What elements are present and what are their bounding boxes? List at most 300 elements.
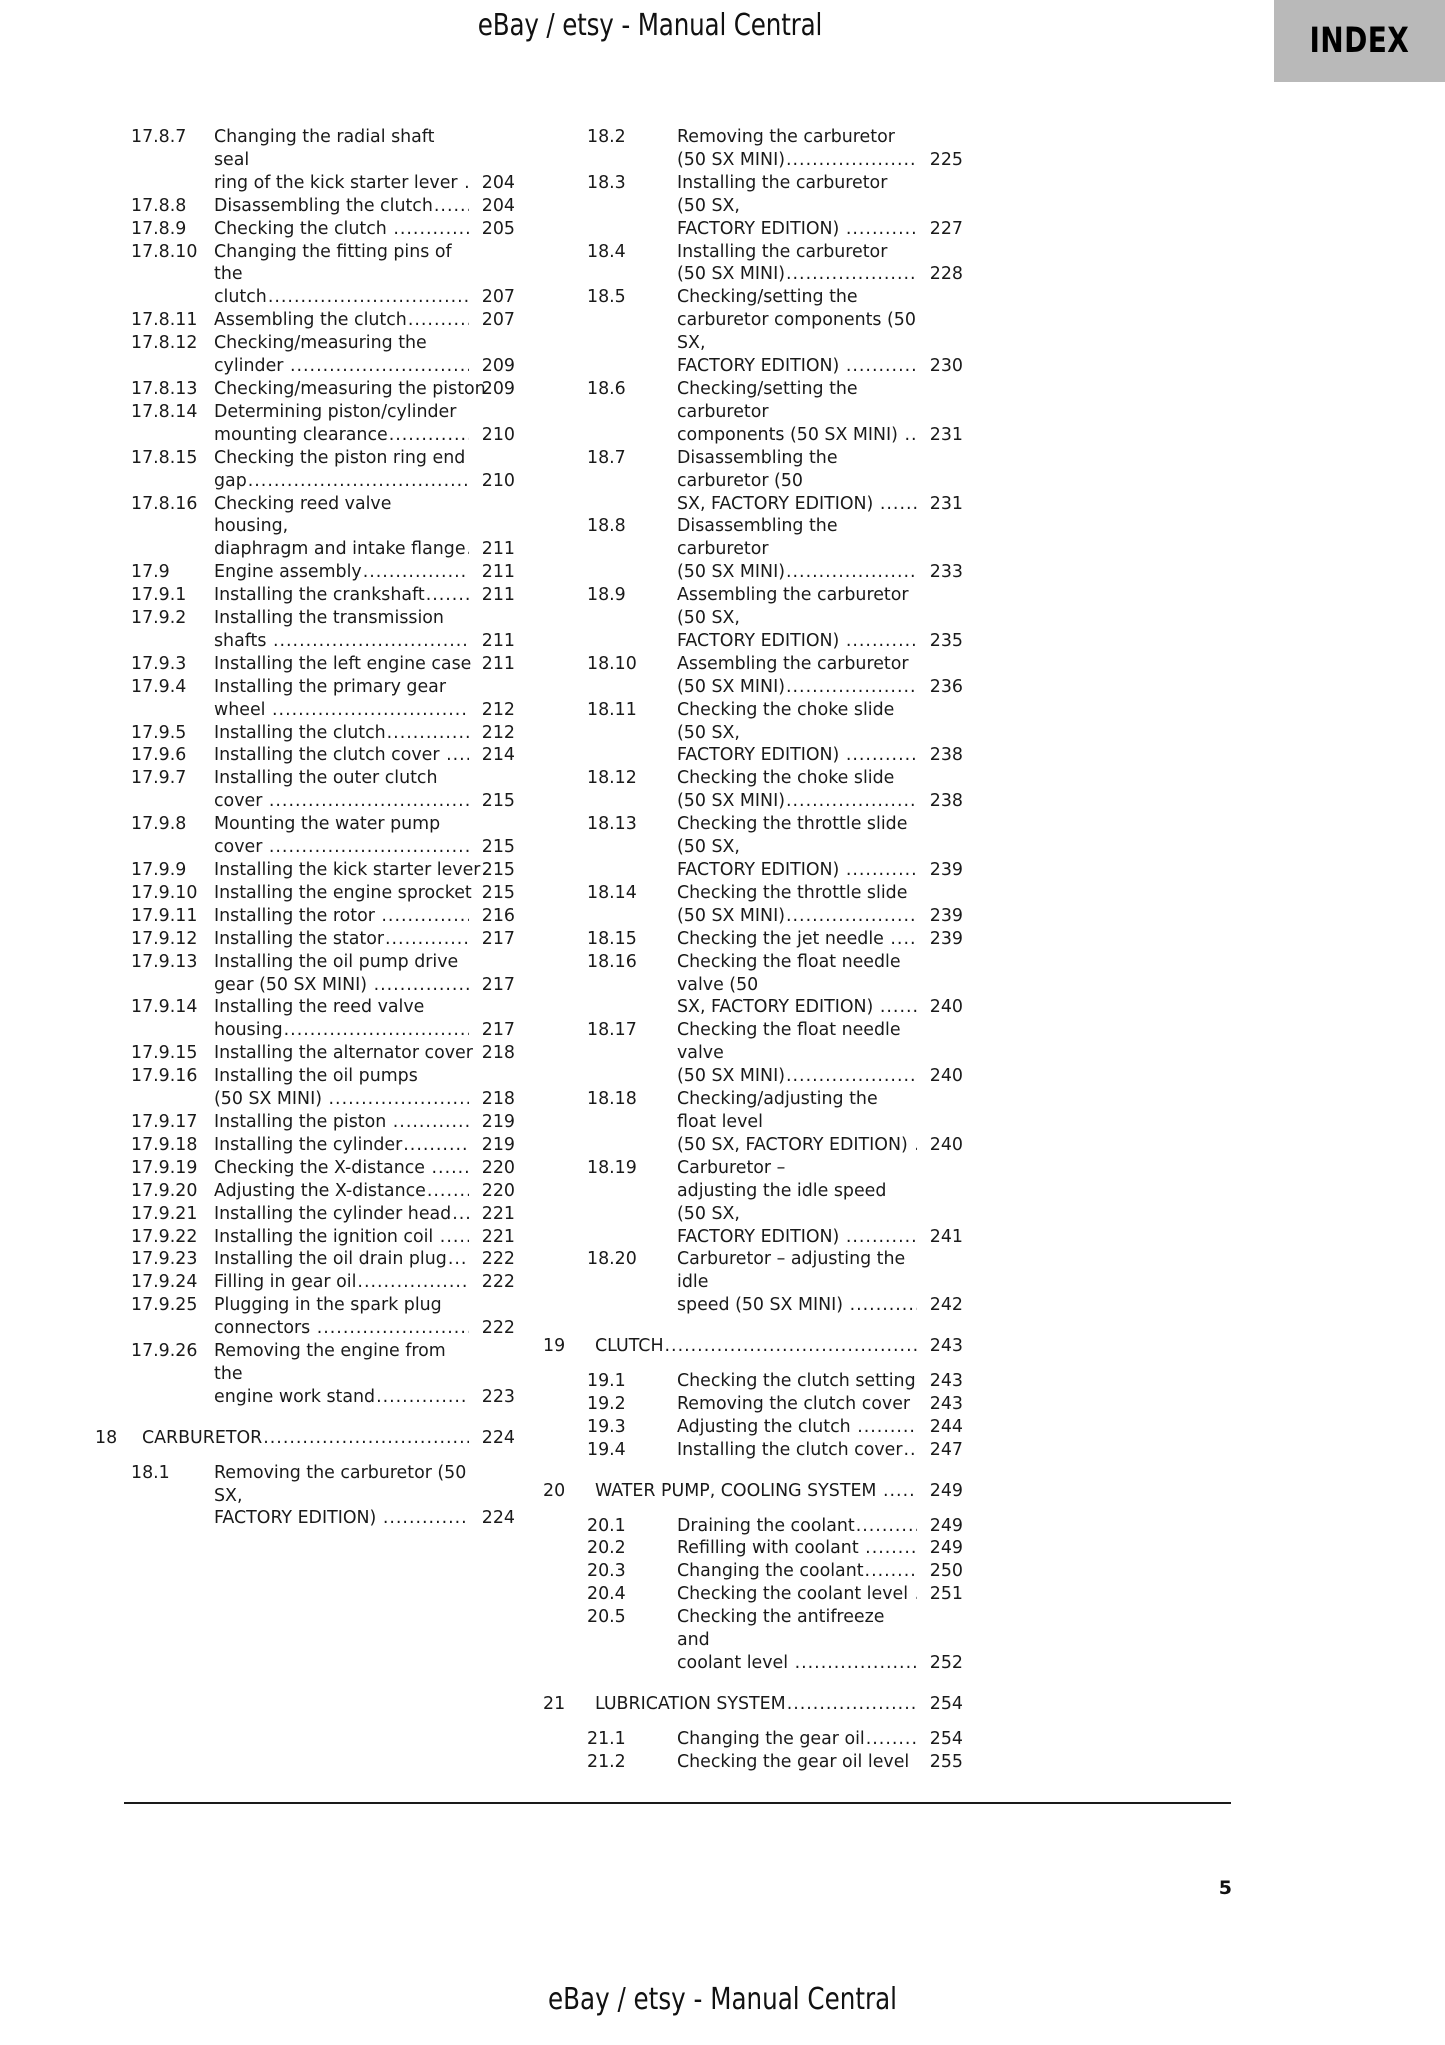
toc-entry[interactable]: [543, 951, 963, 1020]
toc-entry-title-text: Installing the cylinder: [214, 1134, 403, 1155]
toc-entry[interactable]: [95, 241, 515, 310]
toc-entry[interactable]: [543, 1335, 963, 1358]
toc-entry[interactable]: [543, 1480, 963, 1503]
toc-leader-dots: [426, 584, 469, 607]
toc-entry-title: [677, 1157, 917, 1249]
toc-entry-title-line: [677, 1294, 917, 1317]
toc-entry-page: 239: [929, 860, 963, 880]
toc-entry-title: [677, 378, 917, 447]
toc-entry-page: 239: [929, 928, 963, 949]
toc-entry[interactable]: [543, 172, 963, 241]
toc-entry-title-line: Checking/setting the: [677, 287, 858, 308]
toc-leader-dots: [786, 1065, 917, 1088]
toc-entry-number: 17.8.8: [131, 195, 187, 216]
toc-entry[interactable]: [543, 378, 963, 447]
toc-entry-title-line: [214, 928, 469, 951]
toc-entry[interactable]: [543, 241, 963, 287]
toc-entry-title-line: Carburetor –: [677, 1157, 786, 1178]
toc-leader-dots: [846, 630, 917, 653]
toc-entry-page: 250: [929, 1561, 963, 1582]
toc-entry-number: 19.3: [587, 1416, 626, 1437]
toc-entry-number: 18: [95, 1427, 118, 1448]
toc-entry[interactable]: [543, 1248, 963, 1317]
toc-entry-title-text: Changing the gear oil: [677, 1728, 865, 1749]
toc-entry-page: 249: [929, 1538, 963, 1559]
toc-entry-title-line: Installing the oil pumps: [214, 1066, 418, 1087]
toc-entry-title: [214, 1180, 469, 1203]
toc-entry[interactable]: [95, 813, 515, 859]
toc-leader-dots: [403, 1134, 469, 1157]
toc-entry-page: 217: [481, 928, 515, 949]
toc-entry[interactable]: [543, 1560, 963, 1583]
toc-entry-number: 17.8.11: [131, 310, 198, 331]
toc-entry-title-line: [214, 790, 469, 813]
toc-entry[interactable]: [543, 1751, 963, 1774]
toc-entry[interactable]: [95, 1271, 515, 1294]
toc-leader-dots: [393, 1111, 469, 1134]
toc-entry-title-text: Installing the clutch cover: [677, 1439, 903, 1460]
toc-entry-title-line: [214, 1019, 469, 1042]
toc-entry[interactable]: [543, 1019, 963, 1088]
toc-entry-title: [214, 218, 469, 241]
toc-leader-dots: [786, 790, 917, 813]
toc-entry-title: [214, 607, 469, 653]
toc-entry-title-line: [677, 424, 917, 447]
toc-entry-title: [214, 859, 486, 882]
toc-entry[interactable]: [95, 928, 515, 951]
toc-entry-title-line: [677, 1652, 917, 1675]
toc-entry-title-line: Assembling the carburetor: [677, 653, 909, 674]
toc-entry[interactable]: [95, 1180, 515, 1203]
toc-entry[interactable]: [95, 493, 515, 562]
toc-entry[interactable]: [95, 1462, 515, 1531]
toc-entry-title: [214, 996, 469, 1042]
toc-entry[interactable]: [95, 1427, 515, 1450]
toc-entry-title-line: [677, 1226, 917, 1249]
toc-leader-dots: [857, 1416, 917, 1439]
toc-entry-title-text: (50 SX MINI): [677, 676, 785, 697]
toc-entry-title-line: [214, 1180, 469, 1203]
toc-entry[interactable]: [543, 813, 963, 882]
toc-entry[interactable]: [543, 1157, 963, 1249]
toc-entry-title: [677, 699, 917, 768]
toc-entry[interactable]: [543, 447, 963, 516]
toc-entry-title-line: [677, 149, 917, 172]
toc-entry-title-line: Checking the throttle slide: [677, 882, 908, 903]
toc-entry[interactable]: [95, 1134, 515, 1157]
toc-entry-title-line: [595, 1693, 917, 1716]
toc-entry-page: 249: [929, 1480, 963, 1501]
toc-entry-page: 217: [481, 1020, 515, 1041]
toc-entry-title: [214, 722, 469, 745]
toc-entry-title-text: ring of the kick starter lever: [214, 172, 464, 193]
toc-entry-page: 211: [481, 653, 515, 674]
toc-entry-title-text: housing: [214, 1020, 283, 1041]
toc-entry-title-text: FACTORY EDITION): [677, 745, 845, 766]
toc-entry[interactable]: [543, 928, 963, 951]
toc-entry[interactable]: [543, 1728, 963, 1751]
toc-entry-number: 19: [543, 1336, 566, 1357]
toc-entry-page: 243: [929, 1336, 963, 1357]
toc-leader-dots: [385, 928, 469, 951]
toc-entry-page: 243: [929, 1371, 963, 1392]
toc-entry-title-line: [142, 1427, 469, 1450]
toc-entry-title-line: [214, 424, 469, 447]
footer-rule: [124, 1802, 1231, 1804]
toc-entry-page: 222: [481, 1318, 515, 1339]
toc-entry-page: 211: [481, 562, 515, 583]
toc-entry-title-line: [677, 561, 917, 584]
toc-entry-title-line: [214, 1203, 469, 1226]
toc-entry[interactable]: [543, 653, 963, 699]
toc-entry-title-text: cover: [214, 791, 268, 812]
toc-entry-number: 17.9.24: [131, 1272, 198, 1293]
toc-entry-title-line: [595, 1335, 917, 1358]
toc-entry[interactable]: [95, 1203, 515, 1226]
toc-entry[interactable]: [95, 1157, 515, 1180]
toc-entry-page: 238: [929, 791, 963, 812]
toc-entry-title-line: Checking/setting the carburetor: [677, 378, 858, 422]
toc-entry[interactable]: [95, 744, 515, 767]
toc-entry-title-line: [595, 1480, 917, 1503]
toc-leader-dots: [890, 928, 917, 951]
watermark-top: eBay / etsy - Manual Central: [477, 8, 823, 43]
toc-column-right: [543, 126, 963, 1774]
toc-entry-title: [214, 493, 469, 562]
toc-leader-dots: [846, 355, 917, 378]
toc-entry[interactable]: [95, 561, 515, 584]
toc-entry-title-line: Checking/adjusting the float level: [677, 1089, 878, 1132]
toc-entry[interactable]: [95, 996, 515, 1042]
toc-entry-title-line: Removing the carburetor (50 SX,: [214, 1462, 467, 1506]
toc-entry-title-text: (50 SX MINI): [677, 791, 785, 812]
toc-entry-title-line: [677, 1583, 917, 1606]
toc-entry-title-text: Filling in gear oil: [214, 1272, 357, 1293]
toc-entry-title: [214, 1271, 469, 1294]
toc-entry-page: 209: [481, 378, 515, 399]
toc-entry[interactable]: [543, 1393, 963, 1416]
toc-entry[interactable]: [95, 905, 515, 928]
toc-entry-title: [214, 1157, 469, 1180]
toc-entry-number: 17.9.12: [131, 928, 198, 949]
toc-leader-dots: [432, 1157, 469, 1180]
toc-entry-title: [677, 1583, 917, 1606]
toc-entry[interactable]: [95, 1065, 515, 1111]
toc-entry[interactable]: [543, 1439, 963, 1462]
toc-entry-number: 18.2: [587, 127, 626, 147]
toc-entry[interactable]: [543, 286, 963, 378]
toc-entry-title-line: [677, 1439, 917, 1462]
toc-entry-title-line: [677, 905, 917, 928]
toc-entry[interactable]: [543, 1515, 963, 1538]
toc-entry-number: 18.18: [587, 1089, 637, 1110]
toc-entry-title-line: [214, 722, 469, 745]
toc-entry-title-text: Checking the clutch: [214, 218, 393, 239]
toc-entry-number: 17.9.7: [131, 768, 187, 789]
toc-entry-number: 17.8.13: [131, 378, 198, 399]
toc-entry-number: 18.13: [587, 814, 637, 835]
toc-entry-title-text: clutch: [214, 287, 267, 308]
toc-entry[interactable]: [95, 722, 515, 745]
toc-entry-title: [214, 584, 469, 607]
toc-entry-number: 19.1: [587, 1371, 626, 1392]
toc-entry-title-text: Installing the oil drain plug: [214, 1249, 447, 1270]
toc-leader-dots: [381, 905, 469, 928]
toc-entry[interactable]: [95, 1294, 515, 1340]
toc-entry-title: [214, 332, 469, 378]
toc-leader-dots: [846, 1226, 917, 1249]
toc-entry-page: 215: [481, 791, 515, 812]
toc-leader-dots: [786, 263, 917, 286]
toc-entry-title-line: [677, 355, 917, 378]
toc-entry-title-line: [214, 378, 486, 401]
toc-entry[interactable]: [95, 1248, 515, 1271]
toc-leader-dots: [787, 1693, 917, 1716]
toc-entry-title-line: [677, 1728, 917, 1751]
toc-leader-dots: [440, 1226, 469, 1249]
toc-entry-title-line: [677, 493, 917, 516]
toc-entry-page: 207: [481, 287, 515, 308]
toc-entry-title-line: [214, 630, 469, 653]
toc-entry-title-text: speed (50 SX MINI): [677, 1295, 849, 1316]
toc-entry-title-line: [677, 1515, 917, 1538]
toc-entry-title: [677, 515, 917, 584]
toc-entry[interactable]: [543, 1583, 963, 1606]
toc-entry[interactable]: [95, 653, 515, 676]
toc-entry-title: [214, 928, 469, 951]
toc-entry-title: [595, 1480, 917, 1503]
toc-entry-number: 18.4: [587, 241, 626, 262]
toc-entry-number: 17.9.9: [131, 860, 187, 880]
toc-leader-dots: [263, 1427, 469, 1450]
toc-entry-title-line: [677, 1416, 917, 1439]
toc-entry-title-text: Removing the clutch cover: [677, 1393, 916, 1414]
toc-entry-number: 17.9: [131, 562, 170, 583]
toc-entry-title-line: [677, 790, 917, 813]
toc-entry[interactable]: [543, 126, 963, 172]
toc-entry-page: 212: [481, 722, 515, 743]
toc-columns: [0, 126, 1445, 1774]
toc-entry-title-text: SX, FACTORY EDITION): [677, 997, 879, 1018]
toc-entry-page: 244: [929, 1416, 963, 1437]
toc-entry[interactable]: [95, 607, 515, 653]
toc-entry-title-text: Refilling with coolant: [677, 1538, 865, 1559]
toc-entry-title-line: Checking/measuring the: [214, 333, 427, 354]
toc-entry[interactable]: [95, 767, 515, 813]
toc-entry[interactable]: [95, 447, 515, 493]
toc-leader-dots: [795, 1652, 917, 1675]
toc-entry[interactable]: [543, 1693, 963, 1716]
toc-leader-dots: [448, 1248, 469, 1271]
toc-entry-title-line: [214, 1317, 469, 1340]
toc-entry-page: 239: [929, 905, 963, 926]
toc-entry[interactable]: [95, 1340, 515, 1409]
toc-entry[interactable]: [95, 676, 515, 722]
toc-leader-dots: [376, 1386, 469, 1409]
toc-entry-title-line: [214, 1271, 469, 1294]
toc-entry[interactable]: [95, 126, 515, 195]
toc-entry-title-text: Adjusting the clutch: [677, 1416, 857, 1437]
toc-entry-title-line: [214, 1248, 469, 1271]
toc-entry-title-line: [214, 859, 486, 882]
toc-entry-title-line: [677, 1560, 917, 1583]
toc-entry-number: 17.9.11: [131, 905, 198, 926]
toc-entry-title-text: Installing the crankshaft: [214, 585, 425, 606]
toc-leader-dots: [846, 859, 917, 882]
toc-leader-dots: [786, 905, 917, 928]
toc-entry[interactable]: [543, 1606, 963, 1675]
toc-leader-dots: [880, 996, 917, 1019]
toc-leader-dots: [850, 1294, 917, 1317]
toc-entry-number: 18.14: [587, 882, 637, 903]
toc-entry-title-text: FACTORY EDITION): [677, 218, 845, 239]
toc-entry-title-line: [214, 538, 469, 561]
toc-entry-number: 17.8.15: [131, 447, 198, 468]
toc-entry-title-text: mounting clearance: [214, 424, 388, 445]
toc-entry[interactable]: [543, 515, 963, 584]
toc-entry-title: [214, 1134, 469, 1157]
toc-entry-page: 204: [481, 195, 515, 216]
toc-leader-dots: [408, 309, 469, 332]
toc-entry-title-text: coolant level: [677, 1653, 794, 1673]
toc-entry-title-text: (50 SX MINI): [214, 1089, 328, 1110]
toc-entry-title: [214, 561, 469, 584]
toc-entry-page: 215: [481, 882, 515, 903]
toc-entry[interactable]: [543, 767, 963, 813]
toc-entry-page: 242: [929, 1295, 963, 1316]
toc-entry[interactable]: [543, 699, 963, 768]
toc-entry-title-text: Checking the X-distance: [214, 1157, 431, 1178]
toc-entry-title-text: shafts: [214, 630, 272, 651]
toc-entry-page: 254: [929, 1693, 963, 1714]
toc-entry-number: 17.9.23: [131, 1249, 198, 1270]
toc-entry-title-line: [214, 653, 477, 676]
toc-entry-title: [677, 1515, 917, 1538]
toc-entry-title-text: (50 SX MINI): [677, 562, 785, 583]
toc-entry-page: 207: [481, 310, 515, 331]
toc-entry-title-line: [214, 974, 469, 997]
toc-entry-title: [214, 1111, 469, 1134]
toc-entry-page: 224: [481, 1508, 515, 1529]
toc-entry-title: [214, 905, 469, 928]
toc-entry-page: 220: [481, 1180, 515, 1201]
toc-entry[interactable]: [95, 1226, 515, 1249]
toc-entry-title-text: Installing the ignition coil: [214, 1226, 439, 1247]
toc-entry-number: 20.4: [587, 1584, 626, 1605]
toc-leader-dots: [865, 1560, 917, 1583]
toc-entry-title: [677, 653, 917, 699]
toc-entry-number: 18.1: [131, 1462, 170, 1483]
toc-entry-page: 209: [481, 356, 515, 377]
toc-entry[interactable]: [95, 309, 515, 332]
toc-entry[interactable]: [95, 882, 515, 905]
toc-entry-title: [677, 1728, 917, 1751]
toc-entry-title-line: Checking the choke slide: [677, 768, 895, 789]
toc-entry-number: 17.9.2: [131, 608, 187, 629]
toc-entry[interactable]: [543, 882, 963, 928]
toc-entry-title-text: Installing the stator: [214, 928, 384, 949]
toc-entry[interactable]: [543, 1370, 963, 1393]
toc-entry[interactable]: [95, 332, 515, 378]
toc-entry-page: 221: [481, 1203, 515, 1224]
toc-entry-title: [677, 1560, 917, 1583]
toc-entry-title-line: Carburetor – adjusting the idle: [677, 1249, 906, 1293]
toc-entry[interactable]: [95, 859, 515, 882]
toc-entry[interactable]: [95, 584, 515, 607]
toc-entry[interactable]: [543, 1088, 963, 1157]
page-header: [0, 0, 1445, 100]
toc-entry-title-line: [214, 355, 469, 378]
toc-entry-title-line: Determining piston/cylinder: [214, 401, 457, 422]
toc-entry-title-line: [677, 996, 917, 1019]
toc-leader-dots: [880, 493, 917, 516]
toc-entry-title-text: FACTORY EDITION): [677, 630, 845, 651]
toc-entry-number: 18.5: [587, 287, 626, 308]
toc-entry-page: 240: [929, 1134, 963, 1155]
toc-entry-number: 17.8.9: [131, 218, 187, 239]
toc-entry[interactable]: [95, 378, 515, 401]
toc-entry-number: 20.3: [587, 1561, 626, 1582]
toc-entry-title-text: FACTORY EDITION): [677, 860, 845, 880]
toc-entry-title-text: Installing the piston: [214, 1111, 392, 1132]
toc-entry-title: [677, 447, 917, 516]
toc-entry-title-line: Changing the fitting pins of the: [214, 241, 452, 285]
toc-entry[interactable]: [95, 195, 515, 218]
toc-entry-title: [677, 1370, 917, 1393]
toc-entry-title: [214, 309, 469, 332]
toc-leader-dots: [393, 218, 469, 241]
toc-entry[interactable]: [95, 218, 515, 241]
toc-entry-page: 224: [481, 1427, 515, 1448]
toc-entry[interactable]: [543, 1537, 963, 1560]
toc-entry-title-line: [214, 584, 469, 607]
toc-entry-number: 17.8.16: [131, 493, 198, 514]
toc-leader-dots: [357, 1271, 469, 1294]
page-folio: 5: [1218, 1877, 1232, 1899]
toc-entry-title-text: Installing the clutch: [214, 722, 386, 743]
toc-entry-title: [677, 882, 917, 928]
toc-entry-title: [677, 584, 917, 653]
toc-entry-title-line: [214, 836, 469, 859]
toc-entry-number: 17.9.16: [131, 1066, 198, 1087]
toc-entry[interactable]: [95, 1111, 515, 1134]
toc-entry-number: 17.9.5: [131, 722, 187, 743]
toc-entry-number: 17.9.10: [131, 882, 198, 903]
toc-entry[interactable]: [543, 584, 963, 653]
toc-entry[interactable]: [95, 1042, 515, 1065]
toc-entry-title-text: Disassembling the clutch: [214, 195, 433, 216]
toc-entry-number: 17.9.20: [131, 1180, 198, 1201]
toc-entry-title: [214, 676, 469, 722]
toc-entry-number: 18.6: [587, 378, 626, 399]
toc-entry-title-text: engine work stand: [214, 1386, 376, 1407]
toc-entry-number: 17.9.3: [131, 653, 187, 674]
toc-entry-title: [677, 1416, 917, 1439]
toc-entry[interactable]: [95, 401, 515, 447]
toc-leader-dots: [786, 676, 917, 699]
toc-entry-page: 231: [929, 493, 963, 514]
toc-entry-title-text: FACTORY EDITION): [214, 1508, 382, 1529]
toc-entry-title-text: Checking the clutch setting: [677, 1371, 916, 1392]
toc-entry-title: [677, 951, 917, 1020]
toc-entry-number: 17.9.1: [131, 585, 187, 606]
toc-entry[interactable]: [543, 1416, 963, 1439]
toc-entry-page: 255: [929, 1751, 963, 1772]
toc-entry-title-line: [214, 1134, 469, 1157]
toc-entry-title-line: Disassembling the carburetor (50: [677, 447, 838, 491]
toc-leader-dots: [383, 1507, 469, 1530]
toc-entry[interactable]: [95, 951, 515, 997]
